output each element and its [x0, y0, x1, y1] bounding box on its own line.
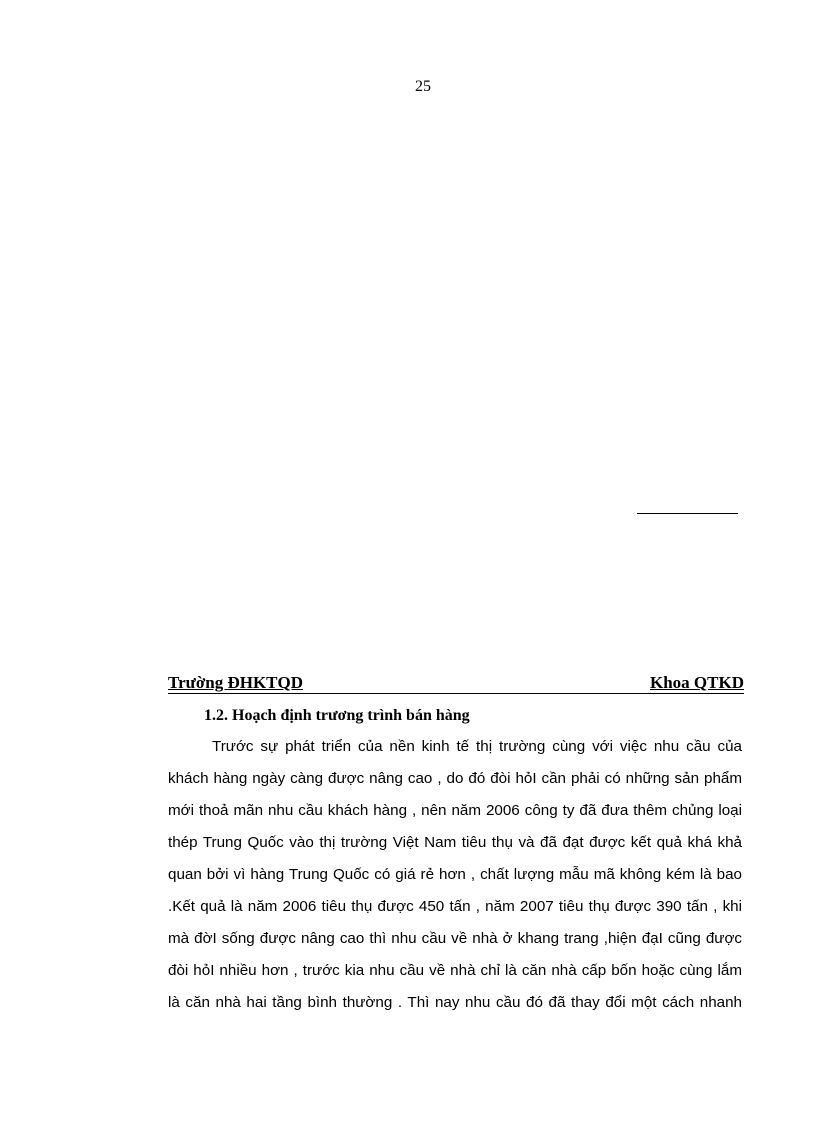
paragraph-line: Trước sự phát triển của nền kinh tế thị trường cùng với việc nhu cầu của [212, 738, 742, 755]
paragraph-line: khách hàng ngày càng được nâng cao , do đó đòi hỏI cần phải có những sản phẩm [168, 770, 742, 787]
running-header [168, 673, 744, 694]
paragraph-line: là căn nhà hai tầng bình thường . Thì nay nhu cầu đó đã thay đổi một cách nhanh [168, 994, 742, 1011]
footnote-separator [637, 513, 738, 514]
header-faculty: Khoa QTKD [650, 673, 744, 692]
paragraph-line: mới thoả mãn nhu cầu khách hàng , nên năm 2006 công ty đã đưa thêm chủng loại [168, 802, 742, 819]
paragraph-line: đòi hỏI nhiều hơn , trước kia nhu cầu về nhà chỉ là căn nhà cấp bốn hoặc cùng lắm [168, 962, 742, 979]
paragraph-line: quan bởi vì hàng Trung Quốc có giá rẻ hơn , chất lượng mẫu mã không kém là bao [168, 866, 742, 883]
header-school: Trường ĐHKTQD [168, 673, 304, 692]
page-number: 25 [415, 78, 431, 95]
paragraph-line: .Kết quả là năm 2006 tiêu thụ được 450 tấn , năm 2007 tiêu thụ được 390 tấn , khi [168, 898, 742, 915]
section-title: 1.2. Hoạch định trương trình bán hàng [204, 707, 470, 724]
paragraph-line: mà đờI sống được nâng cao thì nhu cầu về nhà ở khang trang ,hiện đạI cũng được [168, 930, 742, 947]
paragraph-line: thép Trung Quốc vào thị trường Việt Nam tiêu thụ và đã đạt được kết quả khá khả [168, 834, 742, 851]
